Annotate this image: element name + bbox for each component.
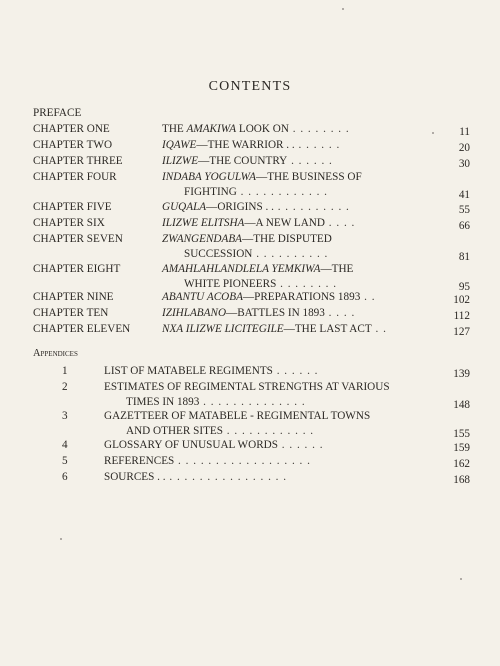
chapter-row xyxy=(33,155,470,171)
appendix-row xyxy=(62,410,470,440)
chapter-row xyxy=(33,171,470,201)
page-number: 11 xyxy=(459,126,470,138)
chapter-title-native: AMAKIWA xyxy=(186,123,237,135)
chapter-label: CHAPTER THREE xyxy=(33,155,123,167)
chapter-row xyxy=(33,201,470,217)
chapter-title xyxy=(162,123,350,135)
appendix-row xyxy=(62,455,470,471)
page-number: 81 xyxy=(458,251,470,263)
page-number: 55 xyxy=(458,204,470,216)
appendix-title: REFERENCES . . . . . . . . . . . . . . . . . . xyxy=(104,455,311,467)
chapter-title-english: WHITE PIONEERS xyxy=(184,278,277,290)
chapter-title-english: SUCCESSION xyxy=(184,248,253,260)
chapter-title-english: FIGHTING xyxy=(184,186,237,198)
chapter-title xyxy=(162,233,332,245)
appendix-number: 1 xyxy=(62,365,68,377)
paper-speck xyxy=(60,538,62,540)
chapter-title xyxy=(162,186,328,198)
leader-dots: . . . . . . xyxy=(277,439,324,451)
chapter-title-native: IZIHLABANO xyxy=(162,307,227,319)
leader-dots: . . . . . . . . . . . . xyxy=(236,186,328,198)
chapter-title-english: —THE BUSINESS OF xyxy=(256,171,362,183)
leader-dots: . . . . . . . . . . . . xyxy=(222,425,315,437)
appendix-number: 6 xyxy=(62,471,68,483)
appendix-number: 5 xyxy=(62,455,68,467)
chapter-title-native: AMAHLAHLANDLELA YEMKIWA xyxy=(162,263,321,275)
chapter-label: CHAPTER TWO xyxy=(33,139,113,151)
chapter-title xyxy=(162,291,375,303)
page-number: 102 xyxy=(453,294,470,306)
chapter-label: CHAPTER SIX xyxy=(33,217,105,229)
leader-dots: . . . . . . . . xyxy=(288,123,350,135)
chapter-title xyxy=(162,323,387,335)
appendices-heading: Appendices xyxy=(33,348,78,359)
chapter-title-native: NXA ILIZWE LICITEGILE xyxy=(162,323,284,335)
leader-dots: . . xyxy=(360,291,376,303)
appendix-title: GAZETTEER OF MATABELE - REGIMENTAL TOWNS xyxy=(104,410,371,422)
chapter-title xyxy=(162,155,333,167)
appendix-title: GLOSSARY OF UNUSUAL WORDS . . . . . . xyxy=(104,439,324,451)
chapter-title-native: ABANTU ACOBA xyxy=(162,291,243,303)
appendix-row xyxy=(62,471,470,487)
appendix-number: 4 xyxy=(62,439,68,451)
chapter-row xyxy=(33,123,470,139)
chapter-title-english: —THE WARRIOR . . xyxy=(196,139,295,151)
leader-dots: . . . . xyxy=(324,307,356,319)
chapter-title xyxy=(162,139,340,151)
appendix-number: 2 xyxy=(62,381,68,393)
chapter-label: CHAPTER FIVE xyxy=(33,201,112,213)
chapter-title-native: ILIZWE xyxy=(162,155,199,167)
chapter-title xyxy=(162,248,328,260)
chapter-title-english: —A NEW LAND xyxy=(244,217,325,229)
leader-dots: . . . . . . xyxy=(287,155,333,167)
chapter-row xyxy=(33,307,470,323)
paper-speck xyxy=(342,8,344,10)
chapter-title xyxy=(162,278,337,290)
page-number: 162 xyxy=(453,458,470,470)
page-number: 159 xyxy=(453,442,470,454)
chapter-title-english: —THE COUNTRY xyxy=(198,155,288,167)
appendix-number: 3 xyxy=(62,410,68,422)
chapter-label: CHAPTER ONE xyxy=(33,123,110,135)
leader-dots: . . . . . . . . . . . . . . . . xyxy=(165,471,288,483)
chapter-row xyxy=(33,217,470,233)
chapter-title-english: LOOK ON xyxy=(236,123,289,135)
chapter-title-english: —BATTLES IN 1893 xyxy=(226,307,325,319)
appendix-title: ESTIMATES OF REGIMENTAL STRENGTHS AT VARIOUS xyxy=(104,381,390,393)
chapter-label: CHAPTER NINE xyxy=(33,291,114,303)
page-number: 66 xyxy=(458,220,470,232)
chapter-title-native: ILIZWE ELITSHA xyxy=(162,217,245,229)
leader-dots: . . xyxy=(371,323,387,335)
chapter-label: CHAPTER ELEVEN xyxy=(33,323,131,335)
chapter-row xyxy=(33,323,470,339)
chapter-title-english: —THE xyxy=(320,263,354,275)
paper-speck xyxy=(432,132,434,134)
page-number: 139 xyxy=(453,368,470,380)
chapter-title-native: INDABA YOGULWA xyxy=(162,171,256,183)
appendix-row xyxy=(62,439,470,455)
appendix-title: TIMES IN 1893 . . . . . . . . . . . . . . xyxy=(126,396,306,408)
page-number: 41 xyxy=(458,189,470,201)
leader-dots: . . . . xyxy=(324,217,356,229)
appendix-row xyxy=(62,365,470,381)
leader-dots: . . . . . . . . . . xyxy=(273,201,350,213)
chapter-title xyxy=(162,171,362,183)
chapter-row xyxy=(33,291,470,307)
appendix-title: LIST OF MATABELE REGIMENTS . . . . . . xyxy=(104,365,319,377)
leader-dots: . . . . . . . . xyxy=(276,278,338,290)
chapter-title xyxy=(162,201,350,213)
chapter-label: CHAPTER FOUR xyxy=(33,171,117,183)
page-number: 20 xyxy=(458,142,470,154)
appendix-row xyxy=(62,381,470,411)
page-number: 112 xyxy=(453,310,470,322)
chapter-row xyxy=(33,139,470,155)
chapter-title-english: THE xyxy=(162,123,187,135)
page-number: 148 xyxy=(453,399,470,411)
preface-entry: PREFACE xyxy=(33,107,82,119)
leader-dots: . . . . . . . . . . . . . . xyxy=(199,396,306,408)
chapter-title-native: ZWANGENDABA xyxy=(162,233,243,245)
leader-dots: . . . . . . xyxy=(272,365,319,377)
chapter-title-english: —PREPARATIONS 1893 xyxy=(242,291,361,303)
appendix-title: SOURCES . . . . . . . . . . . . . . . . . . xyxy=(104,471,288,483)
page-number: 127 xyxy=(453,326,470,338)
chapter-label: CHAPTER EIGHT xyxy=(33,263,121,275)
chapter-title xyxy=(162,307,355,319)
appendix-title: AND OTHER SITES . . . . . . . . . . . . xyxy=(126,425,315,437)
chapter-label: CHAPTER SEVEN xyxy=(33,233,123,245)
page-number: 155 xyxy=(453,428,470,440)
paper-speck xyxy=(460,578,462,580)
page-number: 168 xyxy=(453,474,470,486)
chapter-title xyxy=(162,217,355,229)
page-number: 30 xyxy=(458,158,470,170)
chapter-title-english: —THE DISPUTED xyxy=(242,233,332,245)
leader-dots: . . . . . . . . . . . . . . . . . . xyxy=(174,455,311,467)
leader-dots: . . . . . . xyxy=(294,139,341,151)
page-title: CONTENTS xyxy=(208,79,292,94)
chapter-row xyxy=(33,263,470,293)
chapter-title xyxy=(162,263,353,275)
chapter-title-native: IQAWE xyxy=(162,139,197,151)
leader-dots: . . . . . . . . . . xyxy=(252,248,329,260)
chapter-title-english: —ORIGINS . . xyxy=(206,201,274,213)
page-number: 95 xyxy=(458,281,470,293)
chapter-label: CHAPTER TEN xyxy=(33,307,109,319)
chapter-title-native: GUQALA xyxy=(162,201,207,213)
chapter-title-english: —THE LAST ACT xyxy=(283,323,372,335)
chapter-row xyxy=(33,233,470,263)
